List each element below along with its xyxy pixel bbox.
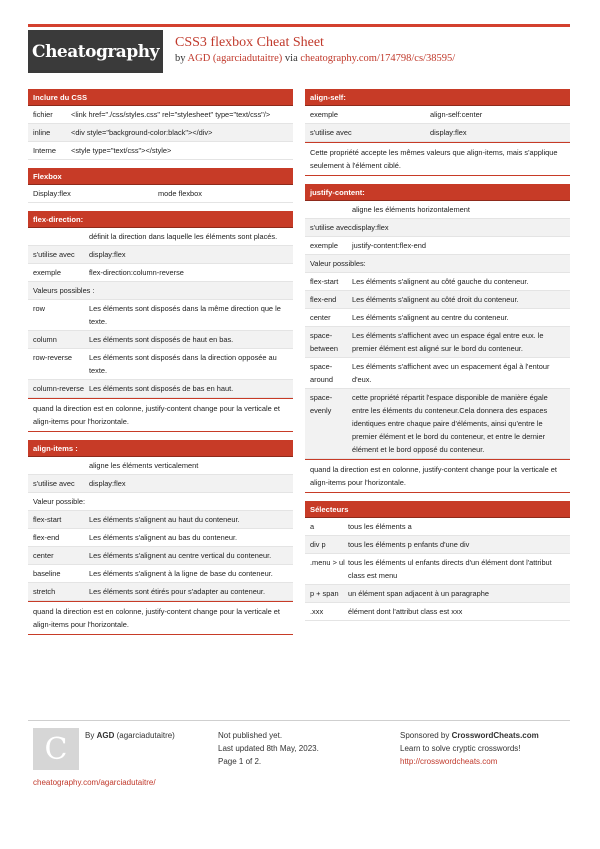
byline-via: via (284, 53, 298, 64)
row-value: Les éléments s'affichent avec un espace égal entre eux. le premier élément est aligné sur le bord du conteneur. (352, 331, 544, 353)
footer-author-name[interactable]: AGD (96, 731, 115, 740)
table-row (305, 219, 570, 237)
table-row (28, 124, 293, 142)
section-note: quand la direction est en colonne, justify-content change pour la verticale et align-items pour l'horizontale. (305, 459, 570, 493)
cheatography-logo[interactable]: Cheatography (28, 30, 163, 73)
subheading: Valeur possibles: (305, 255, 570, 273)
table-row (28, 565, 293, 583)
row-key: center (310, 313, 331, 322)
row-key: fichier (33, 110, 53, 119)
row-value: Les éléments s'alignent à la ligne de base du conteneur. (89, 569, 273, 578)
author-link[interactable]: AGD (agarciadutaitre) (187, 53, 283, 64)
footer-author-link[interactable]: cheatography.com/agarciadutaitre/ (33, 778, 156, 787)
sponsor-tagline: Learn to solve cryptic crosswords! (400, 744, 521, 753)
table-row (28, 511, 293, 529)
section-align-items (28, 440, 293, 635)
footer-meta (218, 729, 319, 768)
sponsor-name[interactable]: CrosswordCheats.com (451, 731, 539, 740)
table-row (305, 201, 570, 219)
section-title: align-items : (28, 440, 293, 457)
row-key: s'utilise avec (310, 223, 352, 232)
row-key: row-reverse (33, 353, 73, 362)
row-key: flex-end (33, 533, 60, 542)
row-key: .xxx (310, 607, 324, 616)
table-row (305, 536, 570, 554)
table-row (305, 327, 570, 358)
row-value: aligne les éléments horizontalement (352, 205, 470, 214)
row-value: Les éléments s'alignent au côté droit du conteneur. (352, 295, 519, 304)
row-value: Les éléments s'alignent au côté gauche du conteneur. (352, 277, 529, 286)
table-row (305, 603, 570, 621)
byline-by: by (175, 53, 186, 64)
row-value: display:flex (352, 223, 389, 232)
row-value: Les éléments sont étirés pour s'adapter au conteneur. (89, 587, 266, 596)
table-row (305, 309, 570, 327)
section-title: align-self: (305, 89, 570, 106)
row-value: Les éléments s'alignent au centre vertical du conteneur. (89, 551, 272, 560)
row-key: div p (310, 540, 326, 549)
section-title: Sélecteurs (305, 501, 570, 518)
footer-author-handle: (agarciadutaitre) (116, 731, 175, 740)
row-key: row (33, 304, 45, 313)
row-key: flex-start (33, 515, 62, 524)
row-value: tous les éléments ul enfants directs d'un élément dont l'attribut class est menu (348, 558, 552, 580)
row-value: Les éléments sont disposés de haut en bas. (89, 335, 234, 344)
table-row (305, 518, 570, 536)
row-key: p + span (310, 589, 339, 598)
table-row (28, 529, 293, 547)
section-flexbox (28, 168, 293, 203)
section-align-self (305, 89, 570, 176)
row-value: <link href="./css/styles.css" rel="stylesheet" type="text/css"/> (71, 110, 271, 119)
footer-author (85, 729, 175, 742)
row-key: exemple (310, 241, 338, 250)
section-note: Cette propriété accepte les mêmes valeurs que align-items, mais s'applique seulement à l'élément ciblé. (305, 142, 570, 176)
subheading: Valeurs possibles : (28, 282, 293, 300)
table-row (28, 475, 293, 493)
row-key (310, 203, 352, 216)
row-key: s'utilise avec (33, 250, 75, 259)
section-note: quand la direction est en colonne, justify-content change pour la verticale et align-items pour l'horizontale. (28, 398, 293, 432)
section-title: flex-direction: (28, 211, 293, 228)
footer-updated: Last updated 8th May, 2023. (218, 744, 319, 753)
table-row (28, 106, 293, 124)
byline (175, 53, 455, 64)
row-key (33, 230, 89, 243)
author-avatar[interactable]: C (33, 728, 79, 770)
row-value: aligne les éléments verticalement (89, 461, 199, 470)
section-title: Flexbox (28, 168, 293, 185)
subheading: Valeur possible: (28, 493, 293, 511)
row-value: flex-direction:column-reverse (89, 268, 184, 277)
table-row (28, 349, 293, 380)
table-row (28, 264, 293, 282)
row-value: display:flex (89, 250, 126, 259)
table-row (28, 300, 293, 331)
section-title: Inclure du CSS (28, 89, 293, 106)
right-column (305, 89, 570, 629)
section-note: quand la direction est en colonne, justify-content change pour la verticale et align-items pour l'horizontale. (28, 601, 293, 635)
sheet-url-link[interactable]: cheatography.com/174798/cs/38595/ (300, 53, 456, 64)
row-key: baseline (33, 569, 61, 578)
row-value: <style type="text/css"></style> (71, 146, 172, 155)
table-row (28, 246, 293, 264)
table-row (305, 389, 570, 459)
table-row (305, 358, 570, 389)
table-row (28, 457, 293, 475)
row-key: exemple (310, 110, 338, 119)
row-value: Les éléments s'alignent au centre du conteneur. (352, 313, 509, 322)
section-selecteurs (305, 501, 570, 621)
row-value: un élément span adjacent à un paragraphe (348, 589, 489, 598)
table-row (28, 228, 293, 246)
row-key: space-around (310, 362, 334, 384)
row-value: définit la direction dans laquelle les éléments sont placés. (89, 232, 278, 241)
footer-published: Not published yet. (218, 731, 283, 740)
row-value: tous les éléments p enfants d'une div (348, 540, 470, 549)
row-value: Les éléments sont disposés dans la direction opposée au texte. (89, 353, 277, 375)
footer-by: By (85, 731, 95, 740)
row-key: stretch (33, 587, 56, 596)
sponsor-line (400, 729, 539, 742)
table-row (305, 585, 570, 603)
row-value: tous les éléments a (348, 522, 412, 531)
row-key: Display:flex (33, 189, 71, 198)
row-value: display:flex (430, 128, 467, 137)
page-title: CSS3 flexbox Cheat Sheet (175, 35, 324, 50)
row-value: <div style="background-color:black"></div> (71, 128, 213, 137)
row-key: flex-start (310, 277, 339, 286)
row-value: Les éléments s'affichent avec un espacement égal à l'entour d'eux. (352, 362, 550, 384)
table-row (305, 273, 570, 291)
table-row (28, 583, 293, 601)
section-flex-direction (28, 211, 293, 432)
row-key: center (33, 551, 54, 560)
row-key (33, 459, 89, 472)
table-row (305, 124, 570, 142)
row-key: s'utilise avec (33, 479, 75, 488)
sponsor-prefix: Sponsored by (400, 731, 450, 740)
row-key: s'utilise avec (310, 128, 352, 137)
left-column (28, 89, 293, 643)
section-justify-content (305, 184, 570, 493)
row-key: column-reverse (33, 384, 84, 393)
row-key: flex-end (310, 295, 337, 304)
row-key: .menu > ul (310, 558, 345, 567)
table-row (28, 331, 293, 349)
table-row (305, 106, 570, 124)
row-key: column (33, 335, 57, 344)
header-accent-bar (28, 24, 570, 27)
row-key: space-evenly (310, 393, 333, 415)
section-inclure-css (28, 89, 293, 160)
row-value: cette propriété répartit l'espace disponible de manière égale entre les éléments du conteneur.Cela donnera des espaces identiques entre chaque paire d'éléments, ainsi qu'entre le premier élément et le bord du conteneur, et entre le dernier élément et le bord opposé du conteneur. (352, 393, 548, 454)
row-value: mode flexbox (158, 189, 202, 198)
table-row (28, 547, 293, 565)
row-value: élément dont l'attribut class est xxx (348, 607, 463, 616)
table-row (28, 142, 293, 160)
sponsor-url-link[interactable]: http://crosswordcheats.com (400, 757, 498, 766)
section-title: justify-content: (305, 184, 570, 201)
table-row (305, 291, 570, 309)
table-row (305, 237, 570, 255)
row-value: justify-content:flex-end (352, 241, 426, 250)
table-row (28, 380, 293, 398)
row-value: display:flex (89, 479, 126, 488)
row-value: Les éléments sont disposés de bas en haut. (89, 384, 234, 393)
row-value: Les éléments s'alignent au bas du conteneur. (89, 533, 238, 542)
row-value: Les éléments s'alignent au haut du conteneur. (89, 515, 240, 524)
table-row (305, 554, 570, 585)
row-key: a (310, 522, 315, 531)
table-row (28, 185, 293, 203)
footer-page: Page 1 of 2. (218, 757, 262, 766)
footer-divider (28, 720, 570, 721)
row-key: Interne (33, 146, 57, 155)
row-key: space-between (310, 331, 338, 353)
row-value: Les éléments sont disposés dans la même direction que le texte. (89, 304, 281, 326)
footer-sponsor (400, 729, 539, 768)
row-key: inline (33, 128, 51, 137)
row-key: exemple (33, 268, 61, 277)
row-value: align-self:center (430, 110, 483, 119)
